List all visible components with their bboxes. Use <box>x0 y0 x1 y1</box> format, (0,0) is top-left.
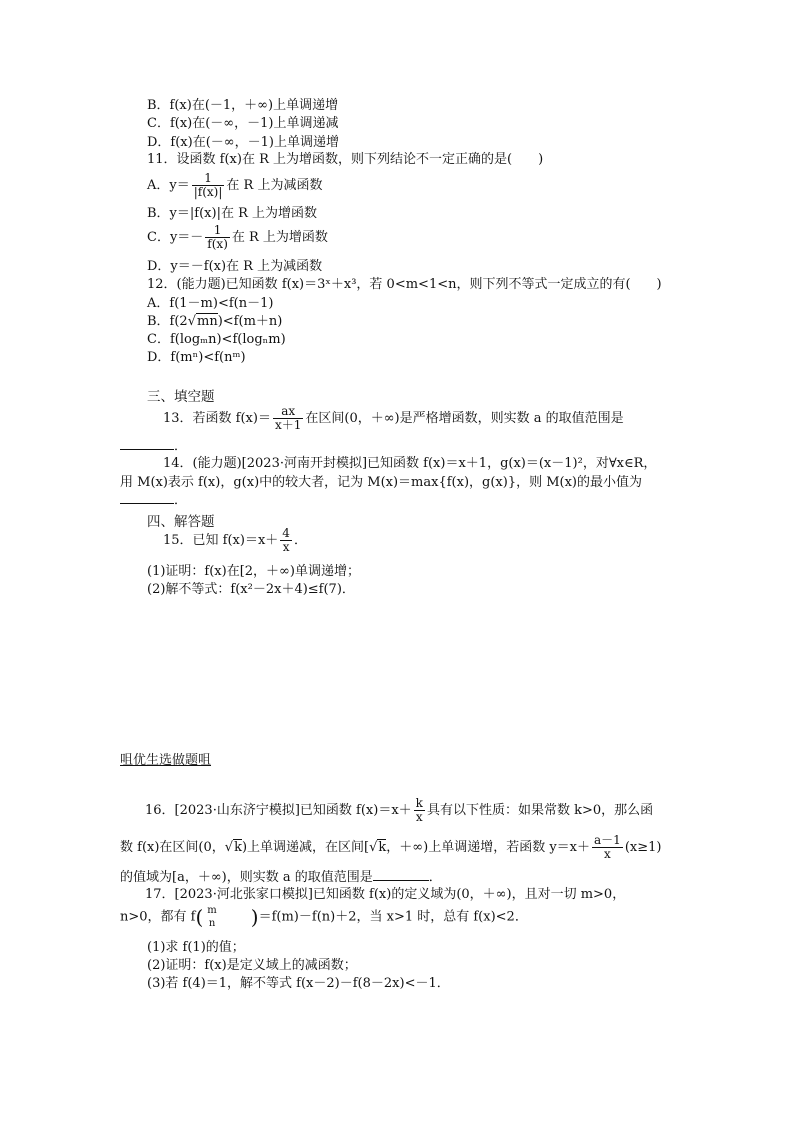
question-16-end: ． <box>428 870 442 885</box>
fraction <box>592 834 623 861</box>
option-11-c-prefix: C．y＝－ <box>147 230 204 245</box>
question-15-part-1: (1)证明：f(x)在[2，＋∞)单调递增； <box>147 564 360 579</box>
question-11: 11．设函数 f(x)在 R 上为增函数，则下列结论不一定正确的是( ) <box>147 152 544 167</box>
option-11-c-suffix: 在 R 上为增函数 <box>231 230 328 245</box>
answer-blank[interactable] <box>120 491 174 504</box>
question-13-prefix: 13．若函数 f(x)＝ <box>163 411 271 426</box>
fraction <box>205 224 230 251</box>
numerator: k <box>415 796 423 810</box>
question-17-part-2: (2)证明：f(x)是定义域上的减函数； <box>147 958 357 973</box>
section-solve: 四、解答题 <box>147 514 215 530</box>
question-13-suffix: 在区间(0，＋∞)是严格增函数，则实数 a 的取值范围是 <box>305 411 624 426</box>
denominator: f(x) <box>207 237 228 251</box>
question-16-line-1 <box>145 796 653 826</box>
option-11-a-prefix: A．y＝ <box>147 178 190 193</box>
option-10-b: B．f(x)在(－1，＋∞)上单调递增 <box>147 98 339 113</box>
question-17-line-2-suffix: ＝f(m)－f(n)＋2，当 x>1 时，总有 f(x)<2． <box>258 909 528 925</box>
answer-blank[interactable] <box>373 868 429 881</box>
question-15-end: ． <box>293 533 307 548</box>
numerator: a－1 <box>594 833 621 847</box>
denominator: x＋1 <box>274 418 302 432</box>
fraction <box>280 527 292 554</box>
option-11-b: B．y＝|f(x)|在 R 上为增函数 <box>147 206 317 221</box>
numerator: 4 <box>282 526 290 540</box>
answer-blank[interactable] <box>120 437 174 450</box>
sqrt-radicand: k <box>378 840 387 855</box>
question-14-answer <box>120 491 187 509</box>
denominator: x <box>282 540 290 554</box>
option-11-a <box>147 172 322 199</box>
question-15 <box>163 526 307 556</box>
question-17-part-1: (1)求 f(1)的值； <box>147 940 245 955</box>
fraction <box>192 172 225 199</box>
question-16-line-2-prefix: 数 f(x)在区间(0， <box>120 840 225 855</box>
fraction <box>205 904 218 930</box>
option-11-a-suffix: 在 R 上为减函数 <box>226 178 323 193</box>
denominator: x <box>604 847 611 861</box>
denominator: n <box>208 918 216 929</box>
question-15-part-2: (2)解不等式：f(x²－2x＋4)≤f(7)． <box>147 582 355 597</box>
denominator: x <box>415 810 423 824</box>
bonus-section-heading: 咀优生选做题咀 <box>120 753 212 768</box>
option-11-d: D．y＝－f(x)在 R 上为减函数 <box>147 259 323 274</box>
fraction <box>414 797 425 824</box>
numerator: 1 <box>192 172 225 186</box>
numerator: m <box>207 905 217 916</box>
question-14-line-1: 14．(能力题)[2023·河南开封模拟]已知函数 f(x)＝x＋1，g(x)＝(x－1)²，对∀x∈R， <box>163 456 657 471</box>
question-12: 12．(能力题)已知函数 f(x)＝3ˣ＋x³，若 0<m<1<n，则下列不等式一定成立的有( ) <box>147 277 662 292</box>
question-17-line-2-prefix: n>0，都有 f <box>120 909 196 925</box>
numerator: ax <box>273 405 303 419</box>
question-13 <box>163 404 624 434</box>
question-16-line-1-suffix: 具有以下性质：如果常数 k>0，那么函 <box>426 803 654 818</box>
question-17-part-3: (3)若 f(4)＝1，解不等式 f(x－2)－f(8－2x)<－1． <box>147 976 450 991</box>
fraction <box>273 405 303 432</box>
question-17-line-1: 17．[2023·河北张家口模拟]已知函数 f(x)的定义域为(0，＋∞)，且对一切 m>0， <box>145 887 626 902</box>
sqrt-radicand: k <box>234 840 242 855</box>
question-13-answer <box>120 437 187 455</box>
question-16-line-3 <box>120 868 442 886</box>
option-12-b-suffix: )<f(m＋n) <box>217 314 283 329</box>
section-fill-blank: 三、填空题 <box>147 389 215 405</box>
question-14-line-2: 用 M(x)表示 f(x)，g(x)中的较大者，记为 M(x)＝max{f(x)，g(x)}，则 M(x)的最小值为 <box>120 475 643 490</box>
option-10-d: D．f(x)在(－∞，－1)上单调递增 <box>147 135 339 150</box>
numerator: 1 <box>205 224 230 238</box>
question-17-line-2: n>0，都有 f( m n )＝f(m)－f(n)＋2，当 x>1 时，总有 f(x)<2． <box>120 905 528 929</box>
option-11-c <box>147 224 328 251</box>
question-16-line-2-middle-2: ，＋∞)上单调递增，若函数 y＝x＋ <box>386 840 591 855</box>
question-16-prefix: 16．[2023·山东济宁模拟]已知函数 f(x)＝x＋ <box>145 803 412 818</box>
option-12-b-prefix: B．f(2 <box>147 314 188 329</box>
denominator: |f(x)| <box>193 185 223 199</box>
question-14-end: ． <box>174 493 188 508</box>
question-16-line-2-middle: )上单调递减，在区间[ <box>241 840 370 855</box>
option-12-b: B．f(2√mn)<f(m＋n) <box>147 314 283 329</box>
option-12-d: D．f(mⁿ)<f(nᵐ) <box>147 350 246 365</box>
option-12-c: C．f(logₘn)<f(logₙm) <box>147 332 286 347</box>
question-16-line-2: 数 f(x)在区间(0，√k)上单调递减，在区间[√k，＋∞)上单调递增，若函数 y＝x＋ $\frac{a-1}{x}$ (x≥1) <box>120 833 662 861</box>
sqrt-radicand: mn <box>197 314 218 329</box>
question-16-line-3-text: 的值域为[a，＋∞)，则实数 a 的取值范围是 <box>120 870 373 885</box>
question-15-prefix: 15．已知 f(x)＝x＋ <box>163 533 279 548</box>
option-12-a: A．f(1－m)<f(n－1) <box>147 296 274 311</box>
question-13-end: ． <box>174 439 188 454</box>
option-10-c: C．f(x)在(－∞，－1)上单调递减 <box>147 116 339 131</box>
question-16-line-2-suffix: (x≥1) <box>624 840 662 855</box>
